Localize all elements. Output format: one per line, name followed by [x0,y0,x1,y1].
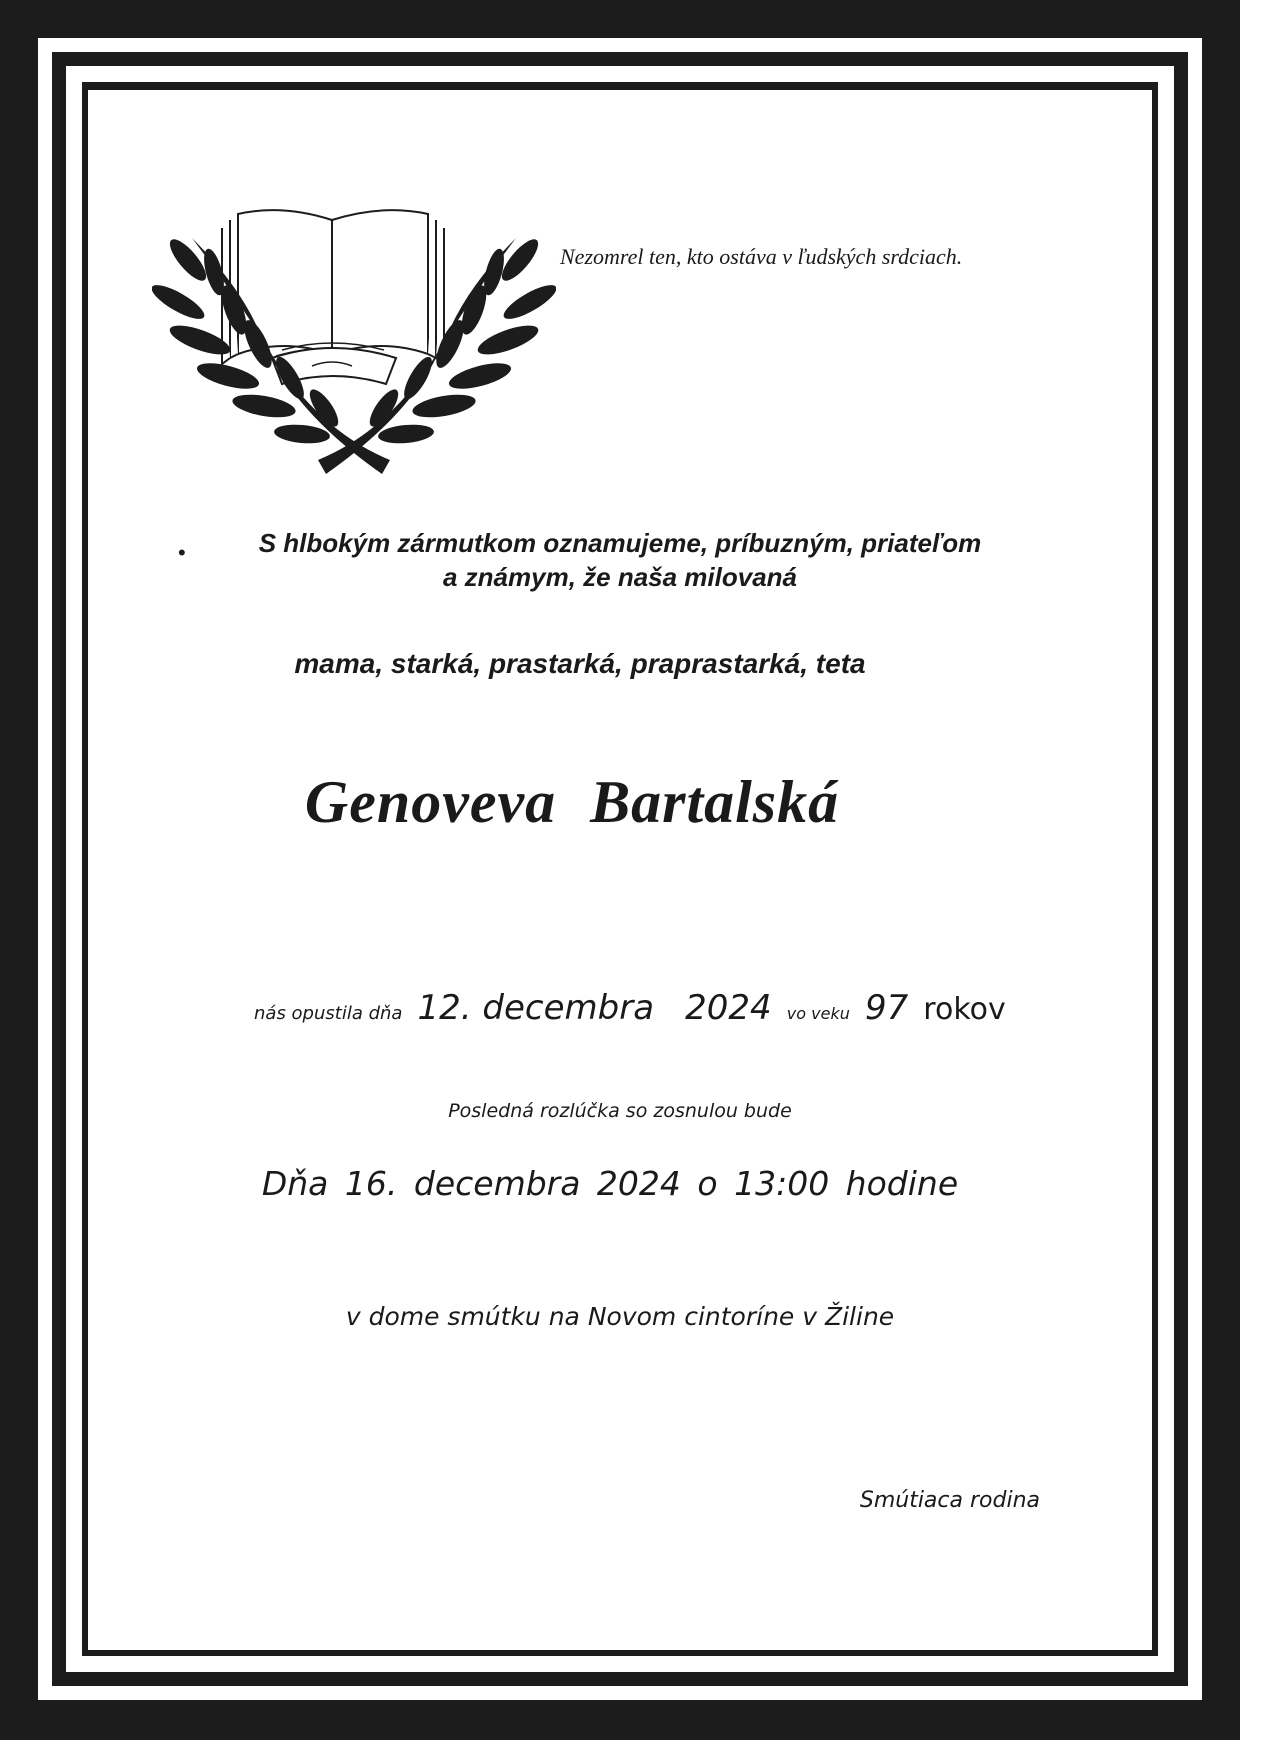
death-prefix: nás opustila dňa [254,1003,403,1024]
death-date: 12. decembra [417,988,655,1028]
memorial-motto: Nezomrel ten, kto ostáva v ľudských srdciach. [560,244,963,269]
ceremony-datetime: Dňa 16. decembra 2024 o 13:00 hodine [261,1164,959,1203]
deceased-name: Genoveva Bartalská [304,769,840,835]
announcement-line-2: a známym, že naša milovaná [442,562,798,592]
age-value: 97 [864,988,909,1028]
death-date-line [254,988,1074,1028]
death-year: 2024 [685,988,772,1028]
announcement-text [196,526,1044,594]
family-relations: mama, starká, prastarká, praprastarká, teta [294,648,866,679]
announcement-line-1: S hlbokým zármutkom oznamujeme, príbuzným, priateľom [258,528,982,558]
farewell-intro: Posledná rozlúčka so zosnulou bude [448,1100,792,1122]
signature: Smútiaca rodina [859,1488,1040,1513]
book-laurel-wreath-icon [152,198,556,480]
announcement-bullet: • [178,540,186,565]
age-prefix: vo veku [786,1004,850,1023]
ceremony-place: v dome smútku na Novom cintoríne v Žiline [345,1302,895,1331]
age-unit: rokov [923,992,1006,1027]
